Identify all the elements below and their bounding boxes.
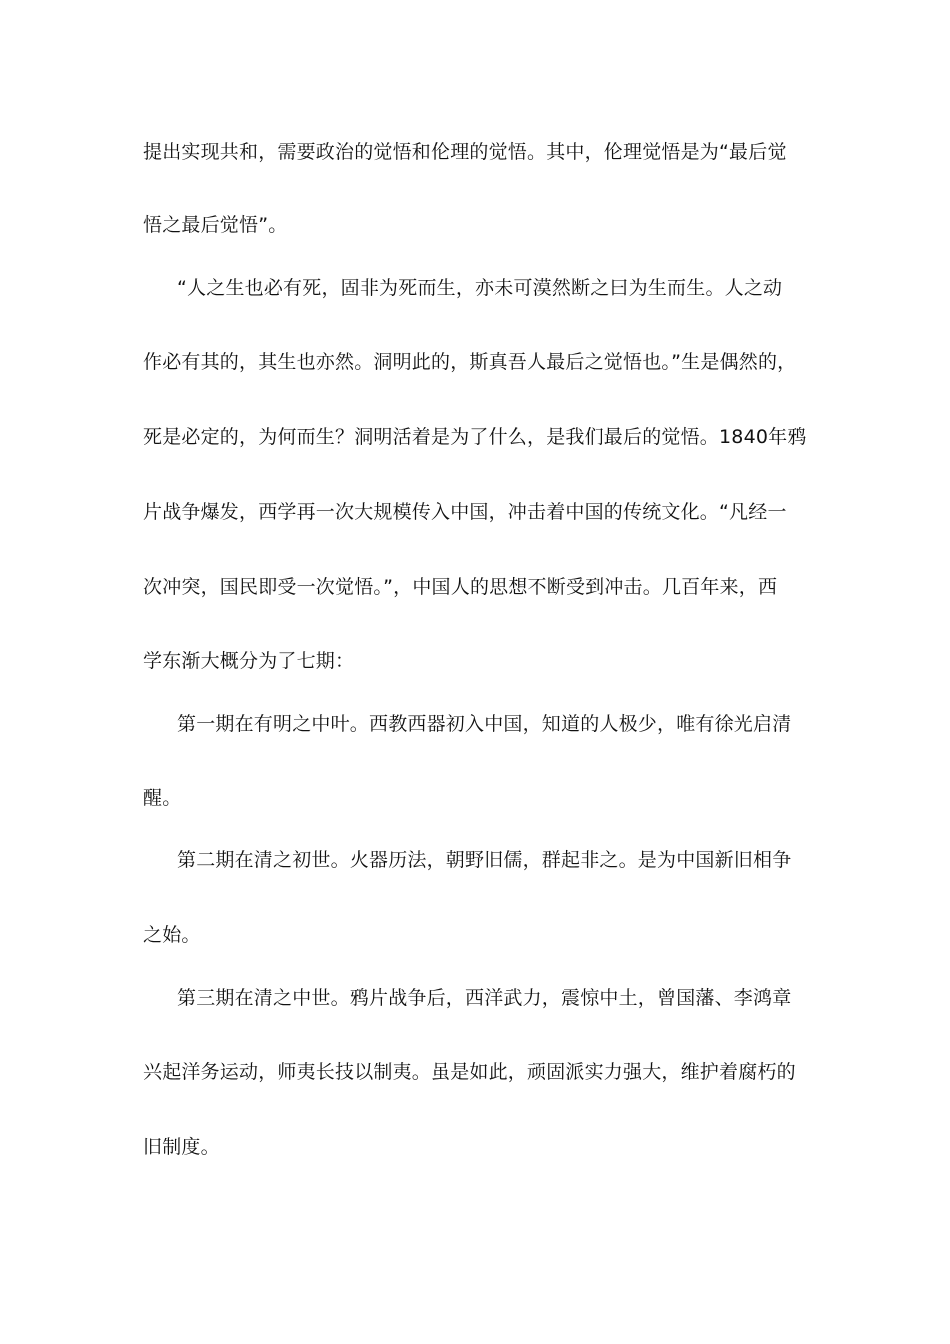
text-line: 作必有其的，其生也亦然。洞明此的，斯真吾人最后之觉悟也。”生是偶然的， <box>143 351 797 373</box>
text-line: 兴起洋务运动，师夷长技以制夷。虽是如此，顽固派实力强大，维护着腐朽的 <box>143 1061 796 1083</box>
paragraph-period-2: 第二期在清之初世。火器历法，朝野旧儒，群起非之。是为中国新旧相争 <box>177 849 792 871</box>
text-line: 片战争爆发，西学再一次大规模传入中国，冲击着中国的传统文化。“凡经一 <box>143 501 787 523</box>
text-line: 次冲突，国民即受一次觉悟。”，中国人的思想不断受到冲击。几百年来，西 <box>143 576 778 598</box>
paragraph-period-3: 第三期在清之中世。鸦片战争后，西洋武力，震惊中土，曾国藩、李鸿章 <box>177 987 792 1009</box>
text-line: 死是必定的，为何而生？洞明活着是为了什么，是我们最后的觉悟。1840年鸦 <box>143 426 807 448</box>
quote-line: “人之生也必有死，固非为死而生，亦未可漠然断之曰为生而生。人之动 <box>177 277 783 299</box>
paragraph-period-1: 第一期在有明之中叶。西教西器初入中国，知道的人极少，唯有徐光启清 <box>177 713 792 735</box>
text-line: 悟之最后觉悟”。 <box>143 214 288 236</box>
text-line: 醒。 <box>143 787 182 809</box>
text-line: 学东渐大概分为了七期： <box>143 650 355 672</box>
text-line: 提出实现共和，需要政治的觉悟和伦理的觉悟。其中，伦理觉悟是为“最后觉 <box>143 141 787 163</box>
text-line: 旧制度。 <box>143 1136 220 1158</box>
text-line: 之始。 <box>143 924 201 946</box>
